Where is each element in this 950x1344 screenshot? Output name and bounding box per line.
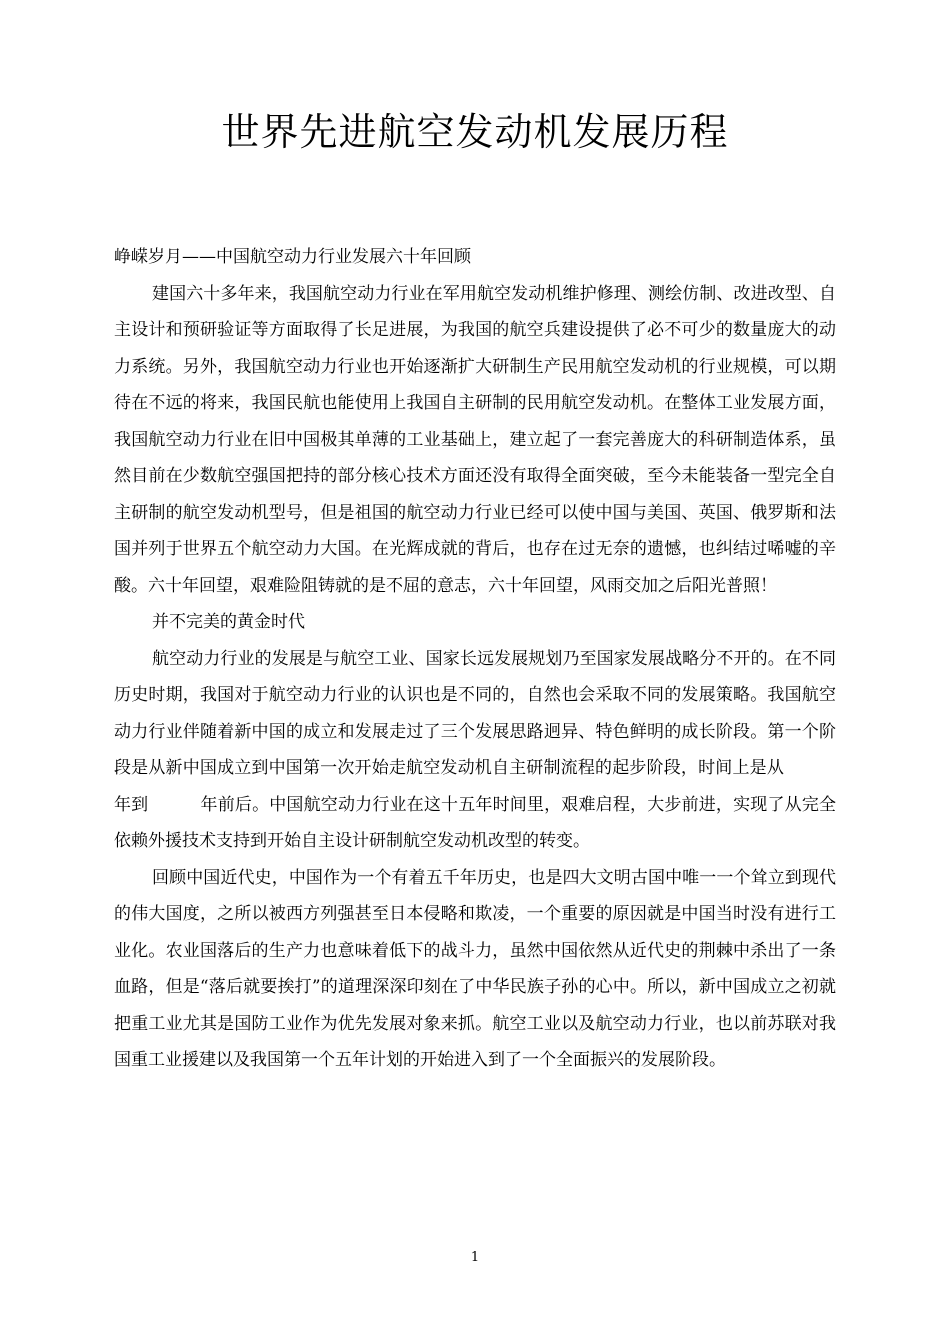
paragraph-intro: 建国六十多年来，我国航空动力行业在军用航空发动机维护修理、测绘仿制、改进改型、自主设计和预研验证等方面取得了长足进展，为我国的航空兵建设提供了必不可少的数量庞大的动力系统。另外，我国航空动力行业也开始逐渐扩大研制生产民用航空发动机的行业规模，可以期待在不远的将来，我国民航也能使用上我国自主研制的民用航空发动机。在整体工业发展方面，我国航空动力行业在旧中国极其单薄的工业基础上，建立起了一套完善庞大的科研制造体系，虽然目前在少数航空强国把持的部分核心技术方面还没有取得全面突破，至今未能装备一型完全自主研制的航空发动机型号，但是祖国的航空动力行业已经可以使中国与美国、英国、俄罗斯和法国并列于世界五个航空动力大国。在光辉成就的背后，也存在过无奈的遗憾，也纠结过唏嘘的辛酸。六十年回望，艰难险阻铸就的是不屈的意志，六十年回望，风雨交加之后阳光普照！ [114, 283, 836, 596]
paragraph-golden-age-part3: 年前后。中国航空动力行业在这十五年时间里，艰难启程，大步前进，实现了从完全依赖外援技术支持到开始自主设计研制航空发动机改型的转变。 [114, 794, 836, 851]
page-number: 1 [470, 1250, 480, 1265]
paragraph-history-review: 回顾中国近代史，中国作为一个有着五千年历史，也是四大文明古国中唯一一个耸立到现代的伟大国度，之所以被西方列强甚至日本侵略和欺凌，一个重要的原因就是中国当时没有进行工业化。农业国落后的生产力也意味着低下的战斗力，虽然中国依然从近代史的荆棘中杀出了一条血路，但是“落后就要挨打”的道理深深印刻在了中华民族子孙的心中。所以，新中国成立之初就把重工业尤其是国防工业作为优先发展对象来抓。航空工业以及航空动力行业，也以前苏联对我国重工业援建以及我国第一个五年计划的开始进入到了一个全面振兴的发展阶段。 [114, 867, 836, 1070]
paragraph-golden-age [114, 641, 836, 860]
subtitle-line: 峥嵘岁月——中国航空动力行业发展六十年回顾 [114, 247, 471, 267]
paragraph-golden-age-part2: 年到 [114, 794, 149, 815]
document-body [114, 239, 836, 1079]
document-title: 世界先进航空发动机发展历程 [221, 110, 729, 154]
section-heading: 并不完美的黄金时代 [152, 612, 305, 632]
paragraph-golden-age-part1: 航空动力行业的发展是与航空工业、国家长远发展规划乃至国家发展战略分不开的。在不同历史时期，我国对于航空动力行业的认识也是不同的，自然也会采取不同的发展策略。我国航空动力行业伴随着新中国的成立和发展走过了三个发展思路迥异、特色鲜明的成长阶段。第一个阶段是从新中国成立到中国第一次开始走航空发动机自主研制流程的起步阶段，时间上是从 [114, 648, 836, 778]
